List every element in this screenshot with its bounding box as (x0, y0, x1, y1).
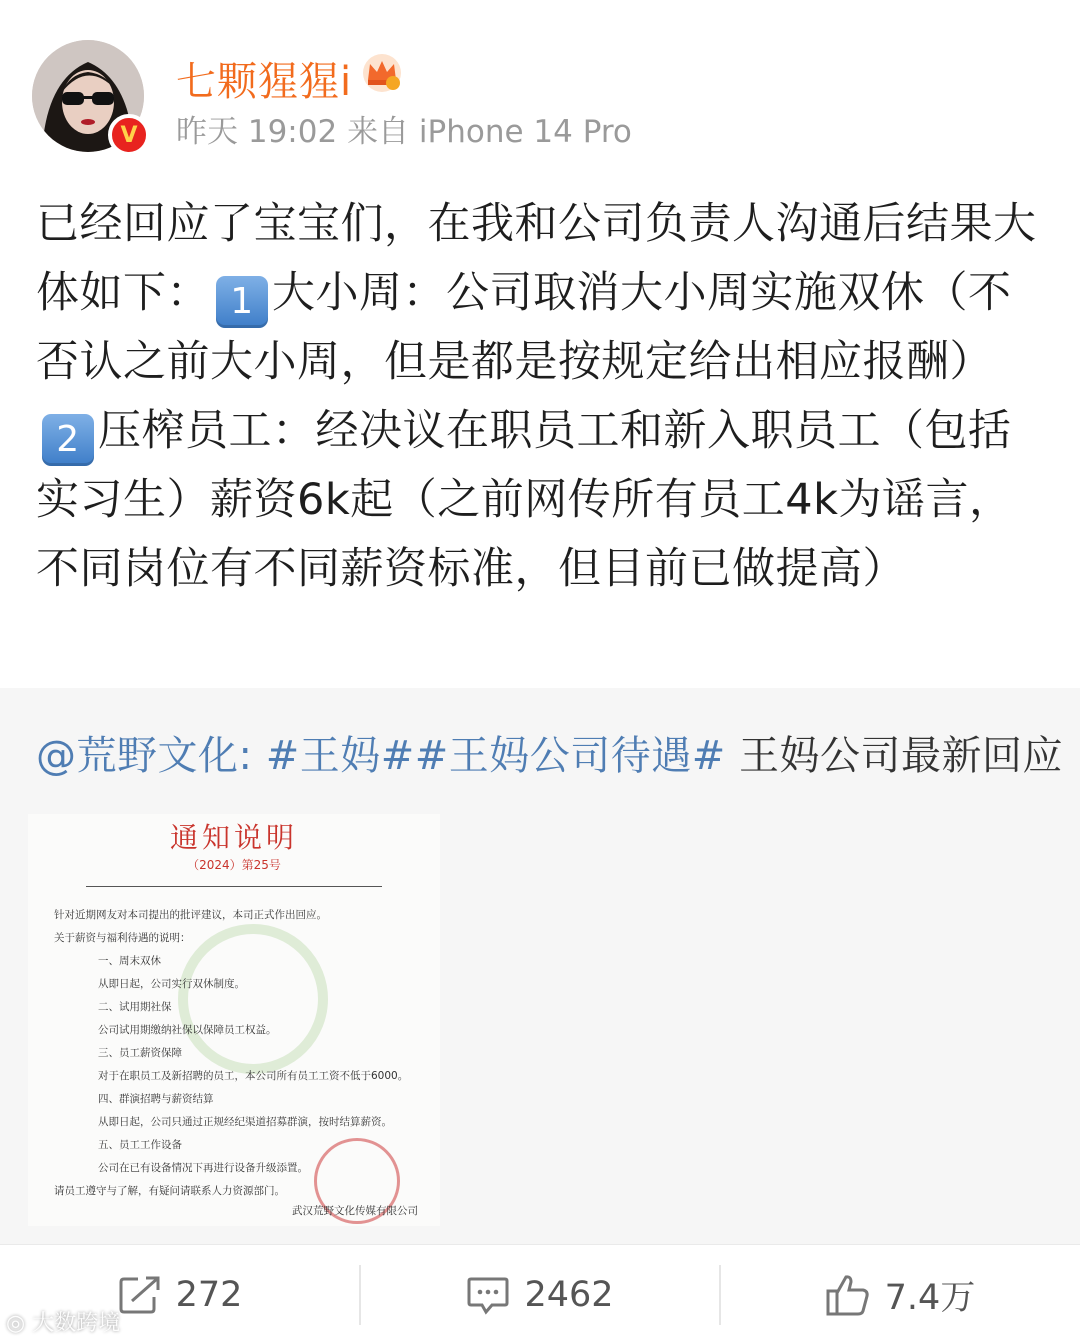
notice-number: （2024）第25号 (187, 858, 281, 872)
mention-link[interactable]: @荒野文化: (36, 733, 253, 779)
comment-icon (466, 1275, 510, 1315)
reposted-content[interactable] (0, 688, 1080, 1244)
notice-line: 五、员工工作设备 (98, 1139, 182, 1151)
post-meta (176, 106, 632, 151)
notice-divider (86, 886, 382, 887)
watermark-logo-mark-icon: ◎ (6, 1311, 26, 1336)
repost-text (36, 724, 1063, 781)
post-body (36, 190, 1046, 604)
notice-signature: 武汉荒野文化传媒有限公司 (292, 1205, 418, 1217)
like-count: 7.4万 (884, 1278, 976, 1318)
hashtag-link[interactable]: #王妈##王妈公司待遇# (265, 733, 726, 779)
post-body-point-one: 大小周：公司取消大小周实施双休（不否认之前大小周，但是都是按规定给出相应报酬） (36, 268, 1012, 387)
share-icon (118, 1275, 162, 1315)
notice-line: 三、员工薪资保障 (98, 1047, 182, 1059)
keycap-two-icon: 2 (42, 414, 94, 466)
notice-line: 针对近期网友对本司提出的批评建议，本司正式作出回应。 (54, 909, 327, 921)
notice-line: 四、群演招聘与薪资结算 (98, 1093, 214, 1105)
notice-line: 关于薪资与福利待遇的说明： (54, 932, 191, 944)
post-body-intro: 已经回应了宝宝们，在我和公司负责人沟通后结果大体如下： (36, 199, 1037, 318)
notice-line: 对于在职员工及新招聘的员工，本公司所有员工工资不低于6000。 (98, 1070, 409, 1082)
post-time: 昨天 19:02 (176, 114, 338, 150)
like-button[interactable] (720, 1245, 1080, 1344)
post-header (0, 0, 1080, 170)
notice-line: 一、周末双休 (98, 955, 161, 967)
notice-line: 公司在已有设备情况下再进行设备升级添置。 (98, 1162, 308, 1174)
notice-line: 请员工遵守与了解，有疑问请联系人力资源部门。 (54, 1185, 285, 1197)
repost-caption: 王妈公司最新回应 (738, 733, 1063, 779)
keycap-one-icon: 1 (216, 276, 268, 328)
username[interactable]: 七颗猩猩i (176, 59, 353, 105)
avatar[interactable] (32, 40, 144, 152)
crown-icon[interactable] (360, 52, 404, 94)
repost-count: 272 (175, 1275, 243, 1315)
site-watermark (6, 1306, 120, 1337)
notice-image[interactable] (28, 814, 440, 1226)
notice-line: 二、试用期社保 (98, 1001, 172, 1013)
post-body-point-two: 压榨员工：经决议在职员工和新入职员工（包括实习生）薪资6k起（之前网传所有员工4k为谣言，不同岗位有不同薪资标准，但目前已做提高） (36, 406, 1013, 594)
action-bar (0, 1244, 1080, 1344)
thumbs-up-icon (825, 1273, 871, 1317)
notice-title: 通知说明 (169, 821, 298, 854)
notice-line: 从即日起，公司只通过正规经纪渠道招募群演，按时结算薪资。 (98, 1116, 392, 1128)
watermark-text: 大数跨境 (32, 1311, 121, 1336)
notice-line: 从即日起，公司实行双休制度。 (98, 978, 245, 990)
notice-line: 公司试用期缴纳社保以保障员工权益。 (98, 1024, 277, 1036)
verified-badge-icon: V (108, 114, 150, 156)
comment-button[interactable] (360, 1245, 720, 1344)
post-source: 来自 iPhone 14 Pro (347, 114, 632, 150)
comment-count: 2462 (524, 1275, 614, 1315)
